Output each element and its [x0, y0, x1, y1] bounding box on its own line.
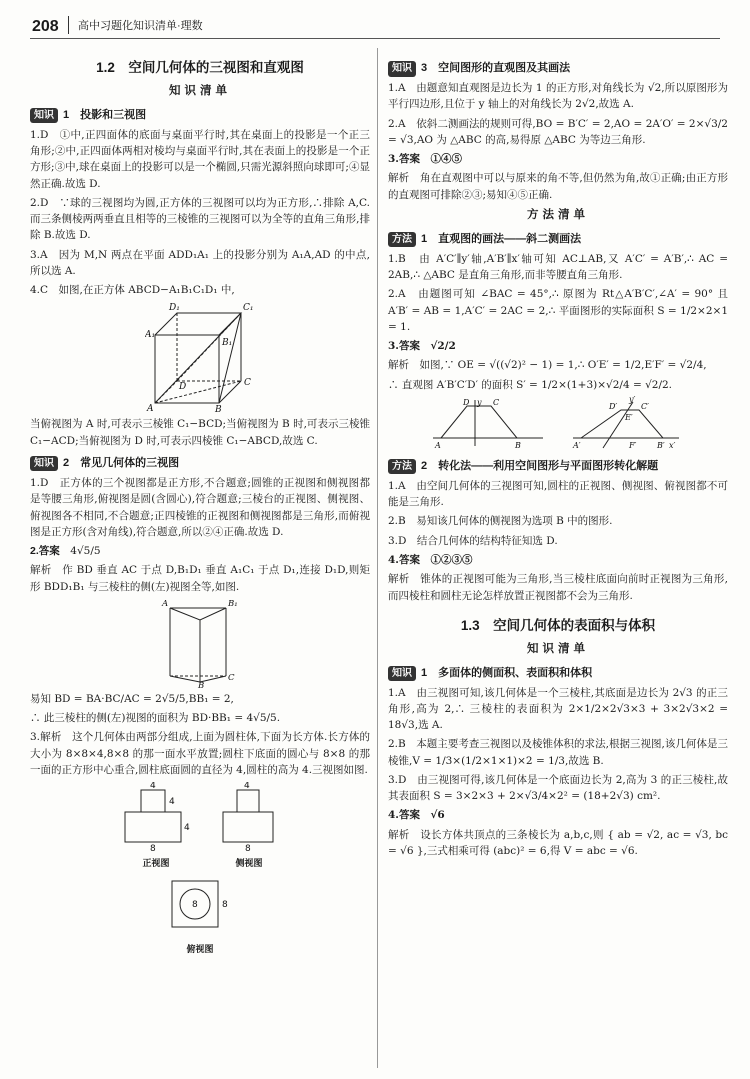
- svg-text:y: y: [477, 397, 482, 407]
- answer-value: 4√5/5: [70, 545, 101, 558]
- calc-line: ∴ 此三棱柱的侧(左)视图的面积为 BD·BB₁ = 4√5/5.: [30, 712, 281, 725]
- knowledge-tag: 知识: [30, 108, 58, 124]
- knowledge-tag: 知识: [388, 666, 416, 682]
- cube-label: B₁: [222, 338, 233, 349]
- analysis-text: 解析 作 BD 垂直 AC 于点 D,B₁D₁ 垂直 A₁C₁ 于点 D₁,连接 D₁D,则矩形 BDD₁B₁ 与三棱柱的侧(左)视图全等,如图.: [30, 564, 370, 593]
- answer-item: 1.A 由题意知直观图是边长为 1 的正方形,对角线长为 √2,所以原图形为平行四边形,且位于 y 轴上的对角线长为 2√2,故选 A.: [388, 82, 728, 111]
- section-title: 1.3 空间几何体的表面积与体积: [460, 617, 656, 633]
- answer-item: 3.A 因为 M,N 两点在平面 ADD₁A₁ 上的投影分别为 A₁A,AD 的中点,所以选 A.: [30, 248, 370, 277]
- answer-item: 3.D 结合几何体的结构特征知选 D.: [388, 534, 558, 547]
- svg-text:4: 4: [150, 782, 156, 792]
- svg-text:F′: F′: [629, 440, 637, 450]
- prism-figure: [160, 598, 240, 688]
- answer-item: 2.A 依斜二测画法的规则可得,BO = B′C′ = 2,AO = 2A′O′ = 2×√3/2 = √3,AO 为 △ABC 的高,易得原 △ABC 为等边三角形.: [388, 117, 728, 146]
- answer-item: 1.A 由空间几何体的三视图可知,圆柱的正视图、侧视图、俯视图都不可能是三角形.: [388, 479, 728, 509]
- svg-text:B: B: [515, 440, 521, 450]
- front-view: [121, 782, 191, 871]
- answer-item: 2.B 易知该几何体的侧视图为选项 B 中的图形.: [388, 515, 613, 528]
- analysis-text: 解析 如图,∵ OE = √((√2)² − 1) = 1,∴ O′E′ = 1/2,E′F′ = √2/4,: [388, 359, 707, 372]
- svg-text:y′: y′: [629, 395, 636, 404]
- answer-item: 4.答案 √6: [388, 809, 445, 822]
- top-view-caption: 俯视图: [186, 943, 214, 954]
- method-tag: 方法: [388, 232, 416, 248]
- svg-text:D′: D′: [609, 401, 618, 411]
- analysis-text: 解析 锥体的正视图可能为三角形,当三棱柱底面向前时正视图为三角形,而四棱柱和圆柱无论怎样放置正视图都不会为三角形.: [388, 573, 728, 602]
- explanation-text: 当俯视图为 A 时,可表示三棱锥 C₁−BCD;当俯视图为 B 时,可表示三棱锥 C₁−ACD;当俯视图为 D 时,可表示四棱锥 C₁−ABCD,故选 C.: [30, 418, 370, 447]
- cube-label: C₁: [243, 303, 254, 314]
- side-view-drawing: [219, 782, 279, 852]
- trapezoid-figures: [433, 396, 683, 452]
- page-header: [0, 0, 750, 40]
- svg-text:A: A: [435, 440, 441, 450]
- knowledge-list-heading: 知识清单: [527, 642, 589, 655]
- cube-label: A₁: [145, 330, 156, 341]
- svg-text:A′: A′: [573, 440, 581, 450]
- answer-item: 3.答案 ①④⑤: [388, 153, 462, 166]
- method-list-heading: 方法清单: [527, 208, 589, 221]
- answer-item: 4.C 如图,在正方体 ABCD−A₁B₁C₁D₁ 中,: [30, 284, 235, 297]
- knowledge-2-heading: 知识 2 常见几何体的三视图: [30, 455, 370, 472]
- answer-item: 3.答案 √2/2: [388, 340, 456, 353]
- side-view-caption: 侧视图: [235, 858, 263, 869]
- column-divider: [377, 48, 378, 1068]
- svg-text:8: 8: [192, 900, 198, 911]
- svg-text:8: 8: [222, 900, 228, 911]
- svg-text:C: C: [493, 397, 500, 407]
- svg-text:4: 4: [244, 782, 250, 792]
- prism-label: B₁: [228, 598, 238, 609]
- svg-text:E′: E′: [625, 412, 633, 422]
- svg-text:8: 8: [150, 844, 156, 853]
- cube-label: C: [244, 378, 251, 389]
- answer-item: 3.解析 这个几何体由两部分组成,上面为圆柱体,下面为长方体.长方体的大小为 8×8×4,8×8 的那一面水平放置;圆柱下底面的圆心与 8×8 的那一面的正方形中心重合,圆柱底面圆的直径为 4,圆柱的高为 4.三视图如图.: [30, 731, 370, 776]
- answer-item: 2.答案 4√5/5: [30, 545, 101, 558]
- prism-label: B: [198, 680, 205, 688]
- answer-item: 1.B 由 A′C′∥y′轴,A′B′∥x′轴可知 AC⊥AB,又 A′C′ = A′B′,∴ AC = 2AB,∴ △ABC 是直角三角形,而非等腰直角三角形.: [388, 252, 728, 282]
- cube-figure: [145, 301, 255, 413]
- knowledge-tag: 知识: [388, 61, 416, 77]
- answer-item: 2.D ∵球的三视图均为圆,正方体的三视图可以均为正方形,∴排除 A,C.而三条侧棱两两垂直且相等的三棱锥的三视图可以为全等的直角三角形,排除 B.故选 D.: [30, 196, 370, 242]
- answer-item: 3.D 由三视图可得,该几何体是一个底面边长为 2,高为 3 的正三棱柱,故其表面积 S = 3×2×3 + 2×√3/4×2² = (18+2√3) cm².: [388, 773, 728, 803]
- top-view-drawing: [170, 875, 230, 937]
- svg-text:4: 4: [169, 797, 175, 808]
- svg-text:B′: B′: [657, 440, 665, 450]
- method-tag: 方法: [388, 459, 416, 475]
- front-view-drawing: [121, 782, 191, 852]
- knowledge-1-heading: 知识 1 投影和三视图: [30, 107, 370, 124]
- analysis-text: 解析 角在直观图中可以与原来的角不等,但仍然为角,故①正确;由正方形的直观图可排除②③;易知④⑤正确.: [388, 172, 728, 201]
- answer-item: 1.D 正方体的三个视图都是正方形,不合题意;圆锥的正视图和侧视图都是等腰三角形,俯视图是圆(含圆心),符合题意;三棱台的正视图、侧视图、俯视图各不相同,不合题意;正四棱锥的正视图和侧视图都是三角形,而俯视图是正方形(含对角线),符合题意,所以②④正确.故选 D.: [30, 477, 370, 538]
- top-view-row: [30, 875, 370, 956]
- cube-label: D: [179, 382, 187, 393]
- section-title: 1.2 空间几何体的三视图和直观图: [96, 60, 304, 75]
- prism-label: A: [162, 598, 169, 609]
- analysis-text: ∴ 直观图 A′B′C′D′ 的面积 S′ = 1/2×(1+3)×√2/4 = √2/2.: [388, 378, 673, 391]
- header-separator: [68, 16, 69, 34]
- analysis-text: 解析 设长方体共顶点的三条棱长为 a,b,c,则 { ab = √2, ac = √3, bc = √6 },三式相乘可得 (abc)² = 6,得 V = abc = √6.: [388, 828, 728, 857]
- front-view-caption: 正视图: [142, 858, 170, 869]
- svg-text:4: 4: [184, 823, 190, 834]
- page-number: 208: [32, 18, 59, 35]
- answer-item: 4.答案 ①②③⑤: [388, 554, 473, 566]
- knowledge-3-heading: 知识 3 空间图形的直观图及其画法: [388, 60, 728, 77]
- svg-text:C′: C′: [641, 401, 649, 411]
- answer-item: 1.A 由三视图可知,该几何体是一个三棱柱,其底面是边长为 2√3 的正三角形,高为 2,∴ 三棱柱的表面积为 2×1/2×2√3×3 + 3×2√3×2 = 18√3,选 A.: [388, 686, 728, 732]
- svg-text:x′: x′: [669, 440, 676, 450]
- svg-text:8: 8: [245, 844, 251, 853]
- knowledge-tag: 知识: [30, 456, 58, 472]
- svg-text:D: D: [463, 397, 470, 407]
- header-rule: [30, 38, 720, 39]
- method-1-heading: 方法 1 直观图的画法——斜二测画法: [388, 231, 728, 248]
- three-views-row: [30, 782, 370, 871]
- answer-item: 1.D ①中,正四面体的底面与桌面平行时,其在桌面上的投影是一个正三角形;②中,正四面体两相对棱均与桌面平行时,其在表面上的投影是一个正方形;③中,球在桌面上的投影可以是一个椭圆,只需光源斜照向球即可;④显然正确.故选 D.: [30, 128, 370, 190]
- knowledge-4-heading: 知识 1 多面体的侧面积、表面积和体积: [388, 665, 728, 682]
- cube-label: D₁: [169, 303, 180, 314]
- cube-label: B: [215, 405, 222, 414]
- side-view: [219, 782, 279, 871]
- method-2-heading: 方法 2 转化法——利用空间图形与平面图形转化解题: [388, 458, 728, 475]
- answer-item: 2.B 本题主要考查三视图以及棱锥体积的求法,根据三视图,该几何体是三棱锥,V = 1/3×(1/2×1×1)×2 = 1/3,故选 B.: [388, 738, 728, 767]
- knowledge-list-heading: 知识清单: [169, 84, 231, 97]
- left-column: [30, 46, 370, 961]
- cube-label: A: [147, 404, 154, 414]
- right-column: [388, 46, 728, 862]
- prism-label: C: [228, 672, 235, 683]
- book-title: 高中习题化知识清单·理数: [78, 20, 203, 32]
- top-view: [170, 875, 230, 956]
- calc-line: 易知 BD = BA·BC/AC = 2√5/5,BB₁ = 2,: [30, 692, 234, 705]
- answer-item: 2.A 由题图可知 ∠BAC = 45°,∴ 原图为 Rt△A′B′C′,∠A′ = 90° 且 A′B′ = AB = 1,A′C′ = 2AC = 2,∴ 平面图形的实际面积 S = 1/2×2×1 = 1.: [388, 288, 728, 333]
